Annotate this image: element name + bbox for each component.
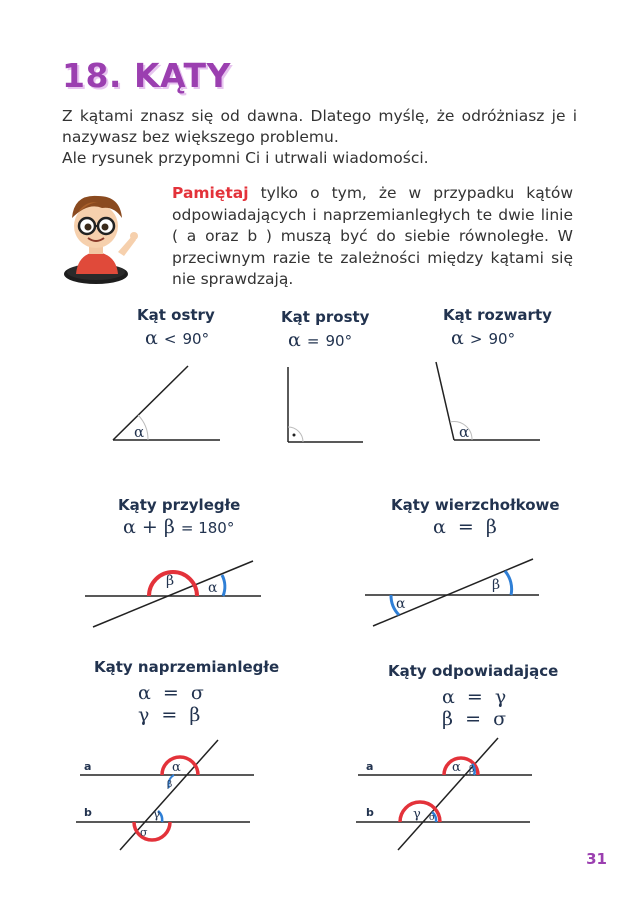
obtuse-angle-figure	[432, 358, 547, 448]
gamma-symbol: γ	[413, 807, 421, 822]
line-a-label: a	[366, 760, 374, 773]
alpha-symbol: α	[172, 760, 181, 775]
alpha-symbol: α	[396, 596, 406, 612]
right-angle-formula	[288, 329, 352, 351]
right-angle-label: Kąt prosty	[281, 308, 370, 326]
line-a-label: a	[84, 760, 92, 773]
right-angle-dot	[293, 434, 296, 437]
corresponding-formula-1: α = γ	[442, 686, 507, 708]
formula-symbol: α	[145, 327, 158, 349]
formula-symbol: α	[451, 327, 464, 349]
adjacent-angles-formula	[123, 516, 234, 538]
formula-operator: <	[163, 330, 177, 348]
sigma-symbol: σ	[429, 813, 436, 823]
alpha-symbol: α	[208, 580, 218, 596]
vertical-angles-figure	[365, 556, 543, 630]
intro-paragraph-2: Ale rysunek przypomni Ci i utrwali wiadomości.	[62, 149, 429, 167]
formula-value: = 180°	[180, 519, 235, 537]
formula-value: 90°	[182, 330, 210, 348]
intro-paragraph-1: Z kątami znasz się od dawna. Dlatego myślę, że odróżniasz je i nazywasz bez większego problemu.	[62, 107, 577, 146]
angle-symbol: α	[134, 423, 145, 441]
vertical-angles-formula: α = β	[433, 516, 497, 538]
obtuse-angle-label: Kąt rozwarty	[443, 306, 552, 324]
alternate-formula-2: γ = β	[138, 704, 201, 726]
formula-left: α + β	[123, 516, 175, 538]
reminder-highlight: Pamiętaj	[172, 184, 249, 202]
reminder-text: tylko o tym, że w przypadku kątów odpowiadających i naprzemianległych te dwie linie ( a oraz b ) muszą być do siebie równoległe. W przeciwnym razie te zależności między kątami się nie sprawdzają.	[172, 184, 573, 288]
gamma-symbol: γ	[153, 807, 161, 821]
beta-symbol: β	[469, 765, 475, 775]
acute-angle-figure	[108, 362, 228, 448]
alternate-formula-1: α = σ	[138, 682, 204, 704]
reminder-note	[172, 183, 573, 291]
adjacent-angles-figure	[85, 553, 263, 631]
corresponding-formula-2: β = σ	[442, 708, 507, 730]
acute-angle-formula	[145, 327, 209, 349]
alternate-angles-figure	[76, 738, 256, 852]
page-title: 18. KĄTY	[62, 56, 231, 95]
page-number: 31	[586, 850, 607, 868]
obtuse-angle-formula	[451, 327, 515, 349]
adjacent-angles-label: Kąty przyległe	[118, 496, 241, 514]
formula-symbol: α	[288, 329, 301, 351]
acute-angle-label: Kąt ostry	[137, 306, 215, 324]
line-b-label: b	[366, 806, 374, 819]
beta-symbol: β	[166, 573, 175, 589]
vertical-angles-label: Kąty wierzchołkowe	[391, 496, 560, 514]
beta-symbol: β	[492, 577, 501, 593]
formula-value: 90°	[325, 332, 353, 350]
sigma-symbol: σ	[140, 826, 148, 839]
formula-value: 90°	[488, 330, 516, 348]
formula-operator: >	[469, 330, 483, 348]
beta-symbol: β	[167, 780, 173, 790]
alternate-angles-label: Kąty naprzemianległe	[94, 658, 280, 676]
corresponding-angles-figure	[356, 736, 536, 852]
intro-text	[62, 106, 577, 169]
angle-symbol: α	[459, 423, 470, 441]
corresponding-angles-label: Kąty odpowiadające	[388, 662, 559, 680]
boy-illustration	[58, 188, 142, 288]
right-angle-figure	[283, 364, 368, 448]
formula-operator: =	[306, 332, 320, 350]
alpha-symbol: α	[452, 760, 461, 775]
line-b-label: b	[84, 806, 92, 819]
